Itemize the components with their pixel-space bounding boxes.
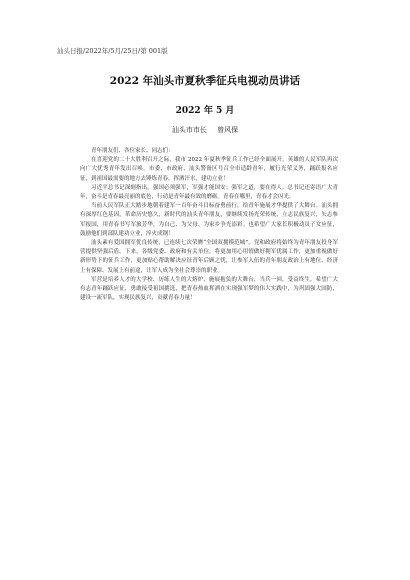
document-title: 2022 年汕头市夏秋季征兵电视动员讲话 (109, 75, 301, 87)
body-paragraph: 在喜迎党的二十大胜利召开之际，我市 2022 年夏秋季征兵工作已经全面展开。英雄的人民军队再次向广大优秀青年发出召唤。市委、市政府、汕头警备区号召全市适龄青年，履行光荣义务，踊跃报名应征，到祖国最需要的地方去锤炼青春，挥洒汗水，建功立业！ (80, 157, 338, 182)
document-date: 2022 年 5 月 (175, 106, 235, 116)
body-paragraph: 当前人民军队正大踏步地朝着建军一百年奋斗目标奋勇前行，给青年施展才华提供了大舞台。汕头拥有深厚红色基因，革命历史悠久，新时代的汕头青年朋友，要继续发扬光荣传统，立志民族复兴，矢志参军报国，用青春书写军旅芳华，为自己、为父母、为家乡争光添彩。也希望广大家长积极动员子女应征，鼓励他们到部队建功立业，淬火成钢！ (80, 203, 338, 237)
author-name: 曾风保 (217, 126, 239, 134)
salutation-paragraph: 青年朋友们、各位家长、同志们： (91, 148, 174, 154)
author-position: 汕头市市长 (171, 126, 207, 134)
newspaper-source-line: 汕头日报/2022年/5月/25日/第 001版 (57, 47, 168, 55)
author-line (0, 125, 410, 135)
speech-body (80, 147, 338, 303)
body-paragraph: 汕头素有爱国拥军优良传统，已连续七次荣膺“全国双拥模范城”。党和政府将始终为青年朋友投身军营提供坚强后盾。下来，各级党委、政府和有关单位，将更加用心用情做好拥军优属工作，更加重视做好新形势下的征兵工作，更加贴心帮助解决应征青年后顾之忧，让参军入伍的青年朋友政治上有地位、经济上有保障、发展上有前途，让军人成为全社会尊崇的职业。 (80, 240, 338, 274)
body-paragraph: 军营是培养人才的大学校、历练人生的大熔炉、施展抱负的大舞台，当兵一回，受益终生。希望广大有志青年踊跃应征，勇敢接受祖国挑选，把青春热血挥洒在实现强军梦的伟大实践中，为巩固强大国防，建设一流军队，实现民族复兴，贡献青春力量！ (80, 276, 338, 302)
body-paragraph: 习近平总书记深刻指出，强国必须强军，军强才能国安；强军之道，要在得人。总书记还寄语广大青年，奋斗是青春最亮丽的底色，行动是青年最有效的磨砺。青春在哪里，青春才会闪光。 (80, 184, 338, 201)
